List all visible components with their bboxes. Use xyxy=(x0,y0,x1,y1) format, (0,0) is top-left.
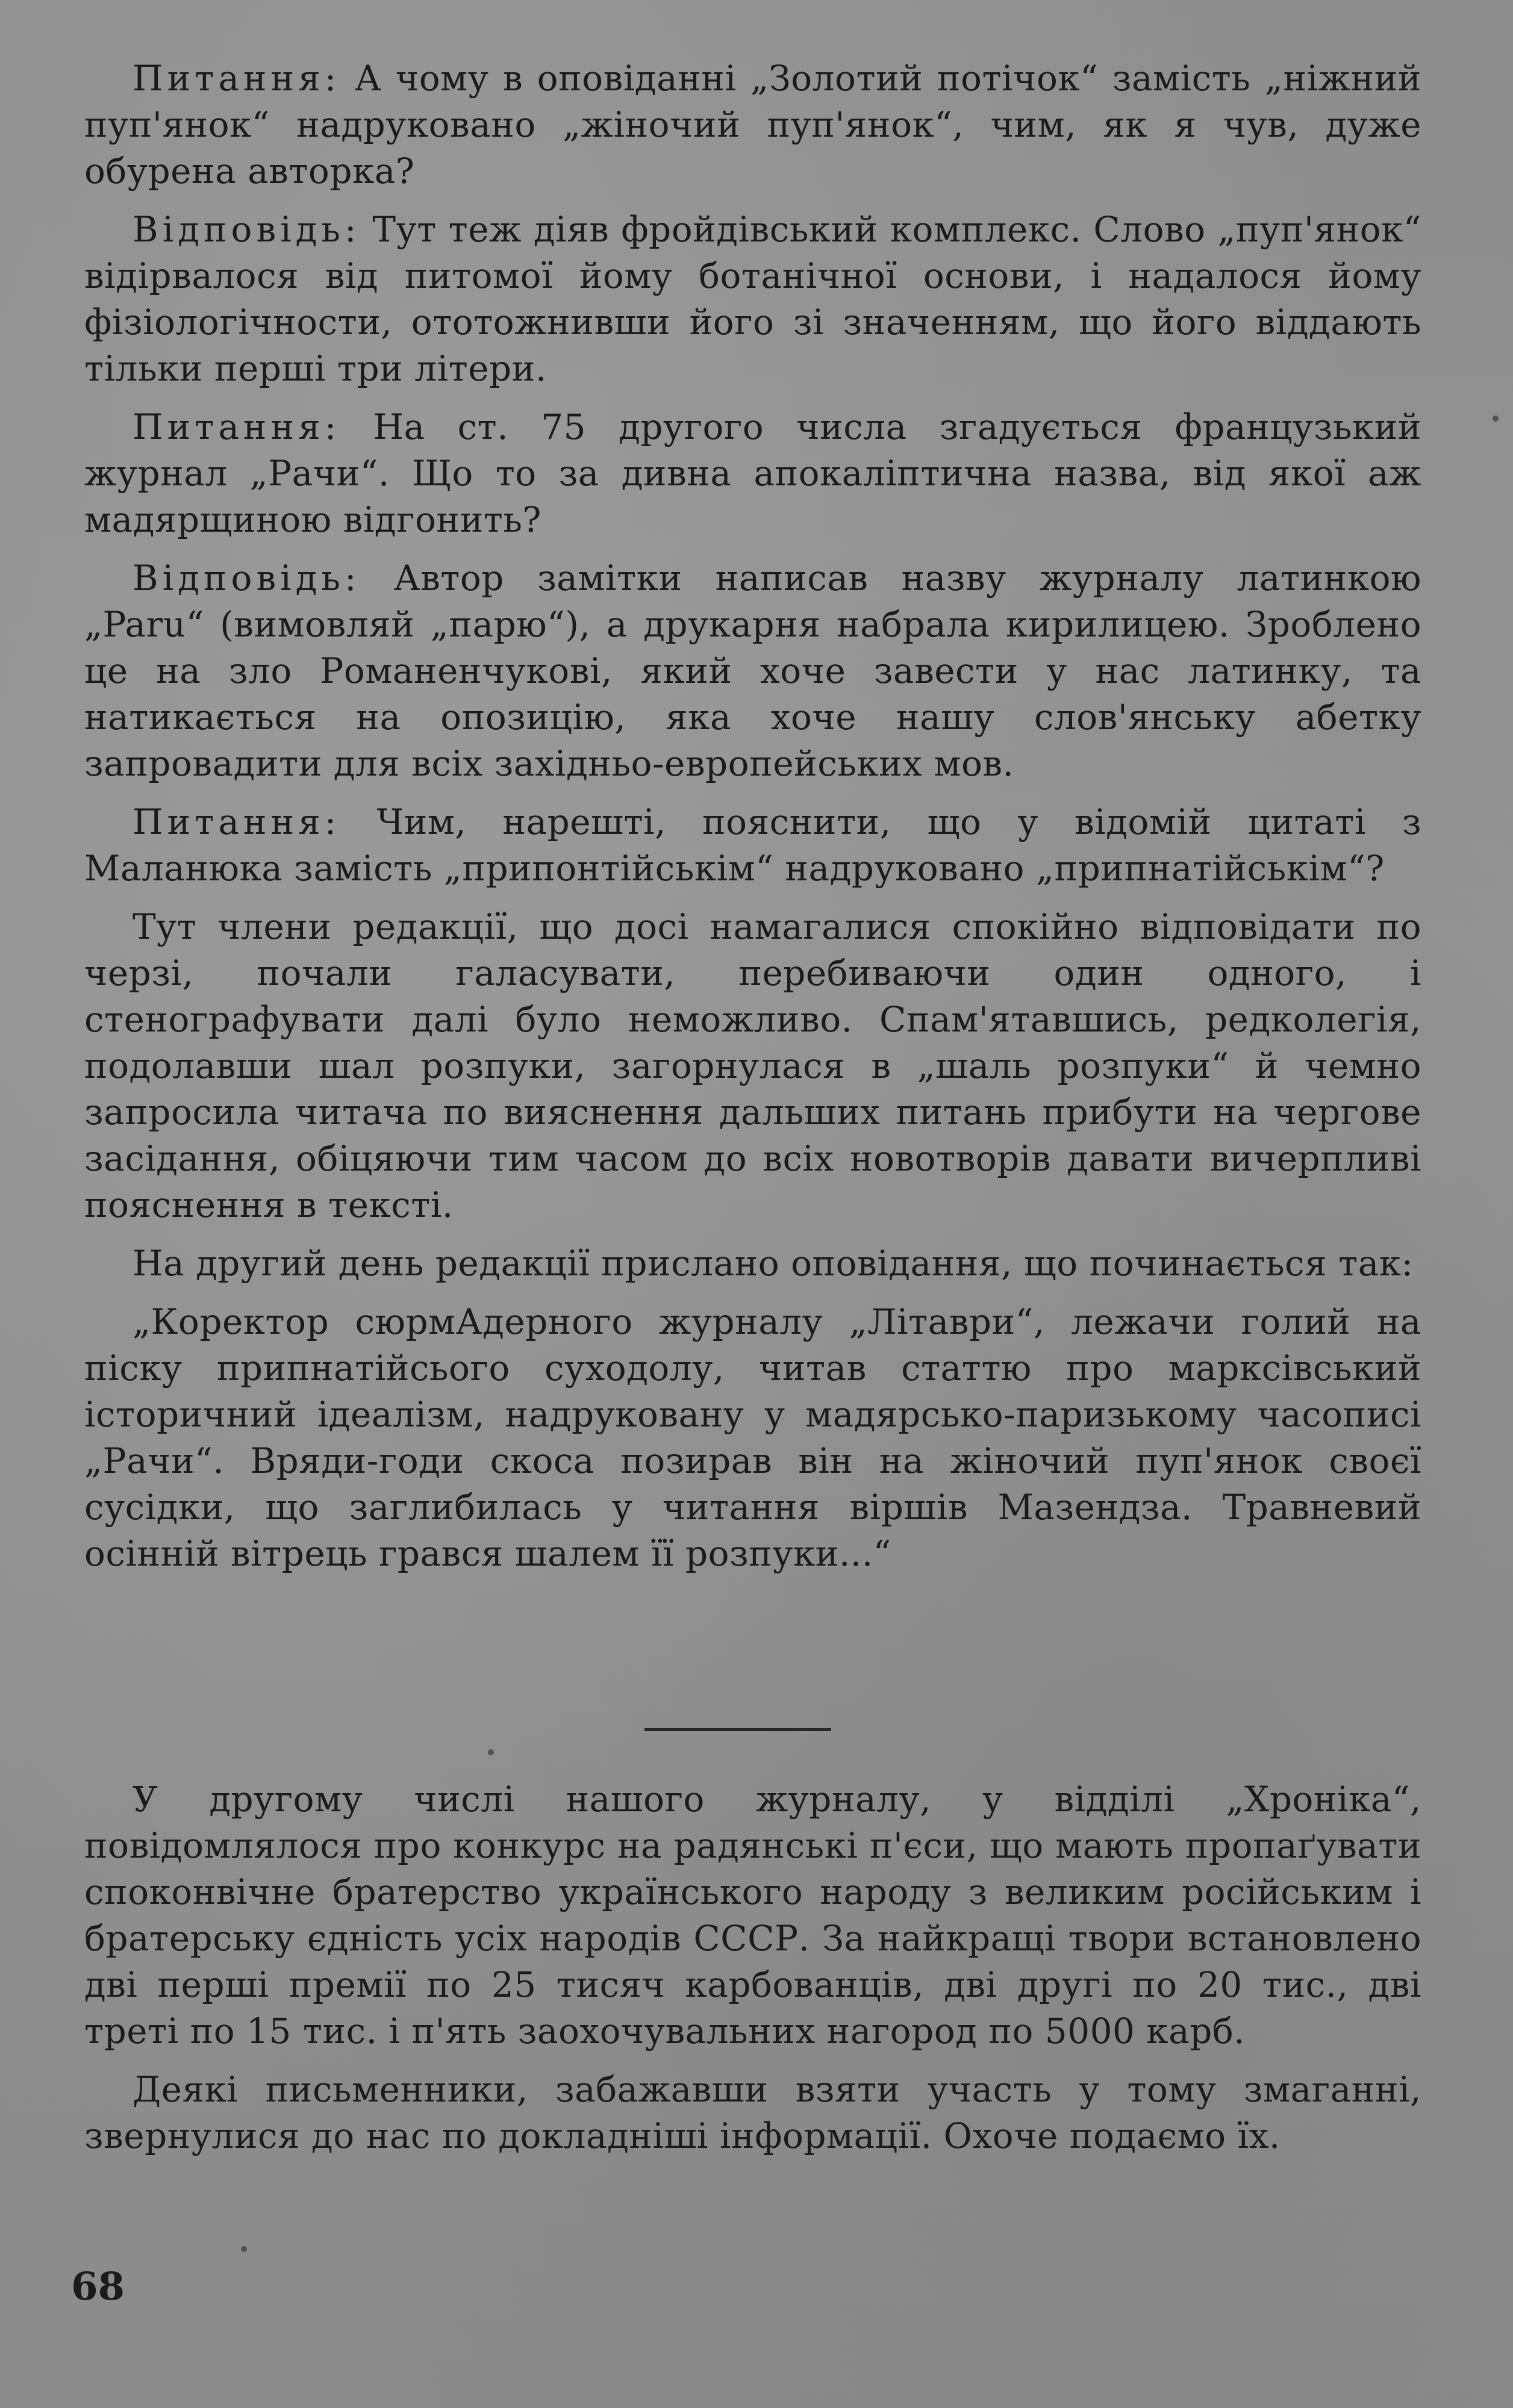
speaker-label: Відповідь: xyxy=(133,209,361,250)
speaker-label: Питання: xyxy=(133,406,341,447)
section-divider xyxy=(644,1728,831,1731)
speaker-label: Питання: xyxy=(133,58,341,99)
print-speck xyxy=(488,1749,494,1755)
answer-paragraph xyxy=(84,207,1421,392)
print-speck xyxy=(241,2246,247,2252)
announcement-paragraph: У другому числі нашого журналу, у відділі „Хроніка“, повідомлялося про конкурс на радянські п'єси, що мають пропаґувати споконвічне братерство українського народу з великим російським і братерську єдність усіх народів СССР. За найкращі твори встановлено дві перші премії по 25 тисяч карбованців, дві другі по 20 тис., дві треті по 15 тис. і п'ять заохочувальних нагород по 5000 карб. xyxy=(84,1779,1421,2052)
announcement-paragraph: Деякі письменники, забажавши взяти участь у тому змаганні, звернулися до нас по докладніші інформації. Охоче подаємо їх. xyxy=(84,2069,1421,2156)
print-speck xyxy=(1493,415,1499,422)
paragraph-text: Автор замітки написав назву журналу латинкою „Paru“ (вимовляй „парю“), а друкарня набрала кирилицею. Зроблено це на зло Романенчукові, який хоче завести у нас латинку, та натикається на опозицію, яка хоче нашу слов'янську абетку запровадити для всіх західньо-европейських мов. xyxy=(84,558,1421,784)
paragraph-text: А чому в оповіданні „Золотий потічок“ замість „ніжний пуп'янок“ надруковано „жіночий пуп'янок“, чим, як я чув, дуже обурена авторка? xyxy=(84,58,1421,191)
page-number: 68 xyxy=(71,2264,125,2309)
narrative-paragraph: На другий день редакції прислано оповідання, що починається так: xyxy=(133,1243,1414,1284)
question-paragraph xyxy=(84,799,1421,892)
narrative-paragraph: Тут члени редакції, що досі намагалися спокійно відповідати по черзі, почали галасувати, перебиваючи один одного, і стенографувати далі було неможливо. Спам'ятавшись, редколегія, подолавши шал розпуки, загорнулася в „шаль розпуки“ й чемно запросила читача по вияснення дальших питань прибути на чергове засідання, обіцяючи тим часом до всіх новотворів давати вичерпливі пояснення в тексті. xyxy=(84,906,1421,1225)
paragraph-text: Чим, нарешті, пояснити, що у відомій цитаті з Маланюка замість „припонтійськім“ надруковано „припнатійськім“? xyxy=(84,801,1421,889)
paragraph-text: На ст. 75 другого числа згадується французький журнал „Рачи“. Що то за дивна апокаліптична назва, від якої аж мадярщиною відгонить? xyxy=(84,406,1421,540)
story-quote-paragraph: „Коректор сюрмАдерного журналу „Літаври“, лежачи голий на піску припнатійсього суходолу, читав статтю про марксівський історичний ідеалізм, надруковану у мадярсько-паризькому часописі „Рачи“. Вряди-годи скоса позирав він на жіночий пуп'янок своєї сусідки, що заглибилась у читання віршів Мазендза. Травневий осінній вітрець грався шалем її розпуки...“ xyxy=(84,1301,1421,1574)
announcement-section xyxy=(84,1776,1421,2171)
paragraph-text: Тут теж діяв фройдівський комплекс. Слово „пуп'янок“ відірвалося від питомої йому ботанічної основи, і надалося йому фізіологічности, ототожнивши його зі значенням, що його віддають тільки перші три літери. xyxy=(84,209,1421,389)
answer-paragraph xyxy=(84,555,1421,787)
speaker-label: Відповідь: xyxy=(133,558,361,599)
qa-section xyxy=(84,55,1421,1589)
question-paragraph xyxy=(84,55,1421,194)
question-paragraph xyxy=(84,404,1421,543)
speaker-label: Питання: xyxy=(133,801,341,842)
